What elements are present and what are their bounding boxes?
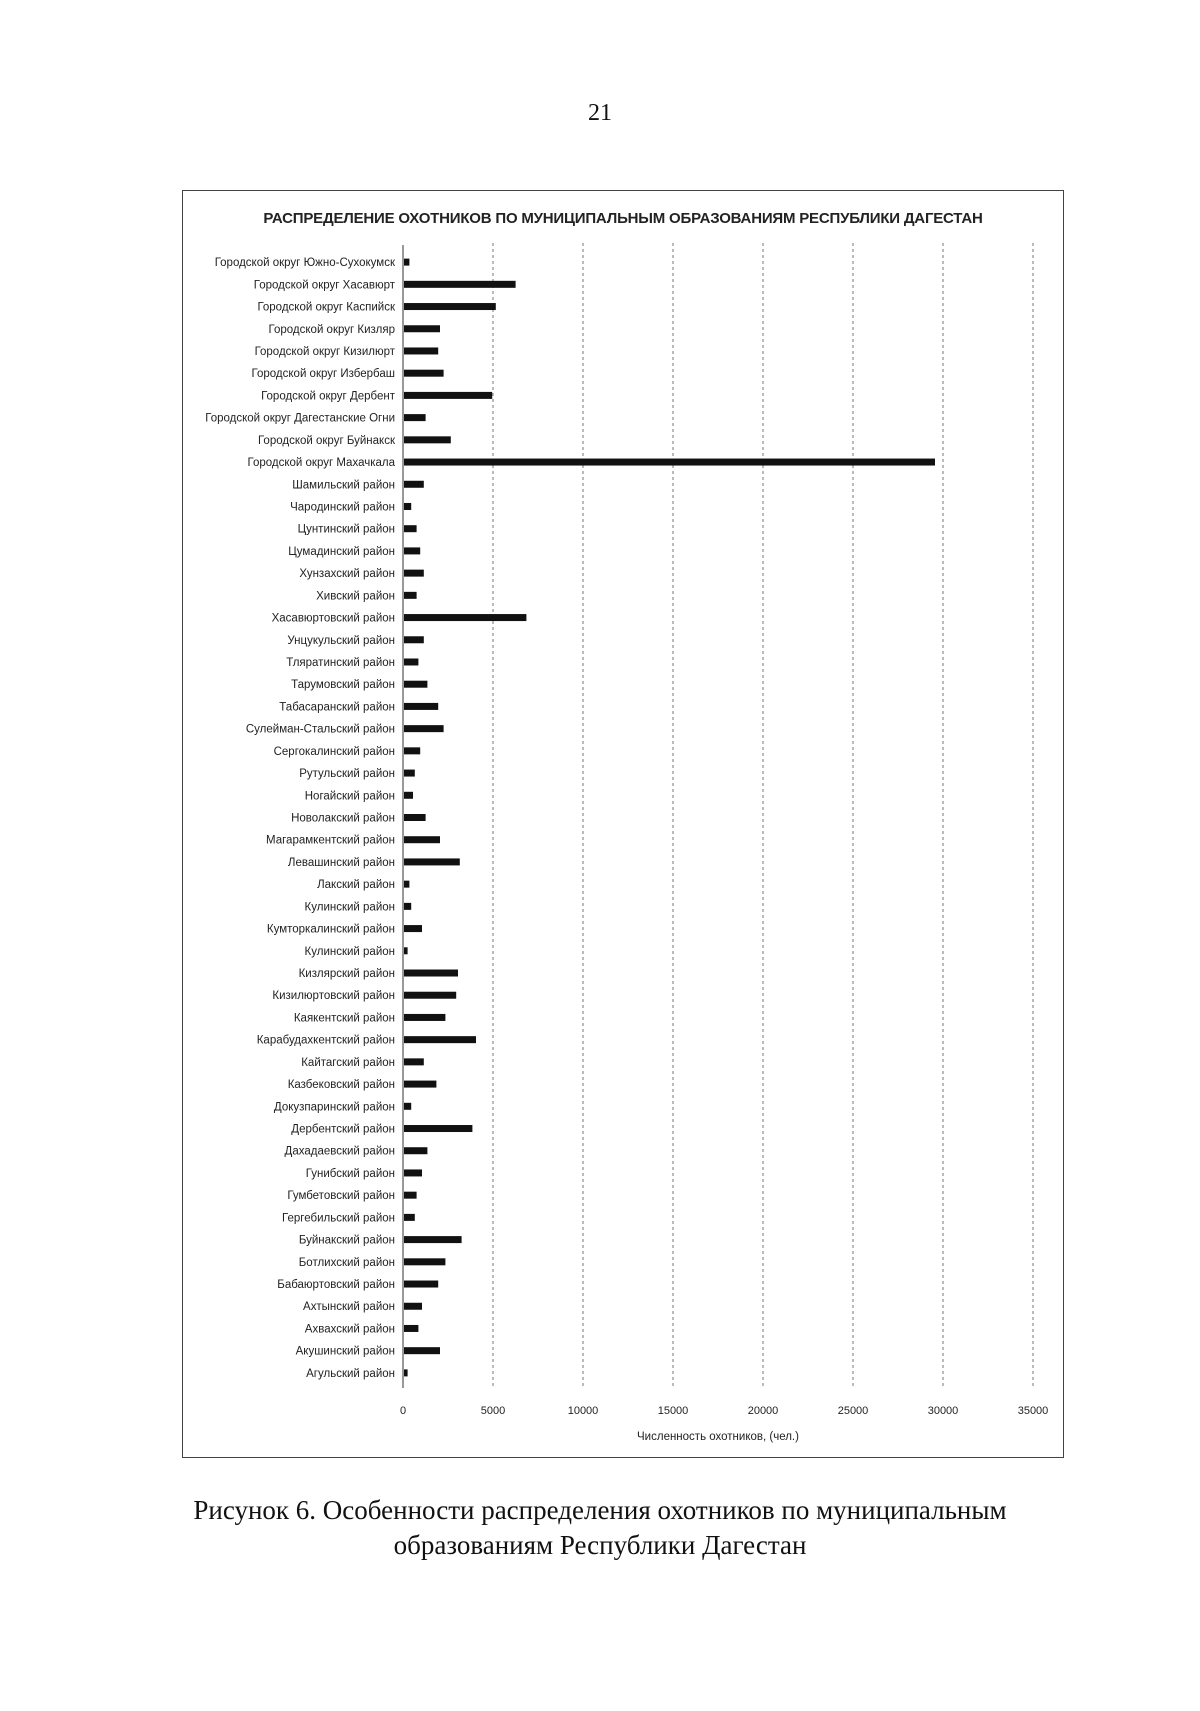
bar bbox=[404, 1369, 408, 1376]
bar bbox=[404, 1236, 462, 1243]
bar bbox=[404, 259, 409, 266]
bar bbox=[404, 1192, 417, 1199]
y-category-label: Кизлярский район bbox=[298, 968, 395, 981]
bar bbox=[404, 481, 424, 488]
bar bbox=[404, 1281, 438, 1288]
y-category-label: Цунтинский район bbox=[297, 523, 395, 536]
y-category-label: Городской округ Кизилюрт bbox=[254, 345, 395, 358]
y-category-label: Цумадинский район bbox=[288, 545, 395, 558]
figure-caption bbox=[0, 1493, 1200, 1563]
bar bbox=[404, 814, 426, 821]
bar bbox=[404, 770, 415, 777]
bar bbox=[404, 414, 426, 421]
y-category-label: Кулинский район bbox=[304, 901, 395, 914]
x-tick-label: 15000 bbox=[657, 1405, 689, 1417]
y-category-label: Магарамкентский район bbox=[266, 834, 395, 847]
bar bbox=[404, 436, 451, 443]
bar bbox=[404, 658, 418, 665]
y-category-label: Ахтынский район bbox=[303, 1301, 395, 1314]
y-category-label: Карабудахкентский район bbox=[256, 1034, 395, 1047]
y-category-label: Акушинский район bbox=[295, 1345, 395, 1358]
y-category-label: Городской округ Кизляр bbox=[268, 323, 395, 336]
bar bbox=[404, 681, 427, 688]
bar bbox=[404, 947, 408, 954]
bar bbox=[404, 1125, 472, 1132]
bar bbox=[404, 525, 417, 532]
page-number: 21 bbox=[588, 100, 612, 126]
bar bbox=[404, 1303, 422, 1310]
y-category-label: Сергокалинский район bbox=[273, 745, 395, 758]
y-category-label: Рутульский район bbox=[299, 768, 395, 781]
bar bbox=[404, 547, 420, 554]
bar bbox=[404, 703, 438, 710]
bar bbox=[404, 1014, 445, 1021]
x-tick-label: 30000 bbox=[927, 1405, 959, 1417]
bar bbox=[404, 347, 438, 354]
y-category-label: Городской округ Южно-Сухокумск bbox=[214, 257, 395, 270]
bar bbox=[404, 1036, 476, 1043]
y-category-label: Кизилюртовский район bbox=[272, 990, 395, 1003]
y-category-label: Докузпаринский район bbox=[273, 1101, 395, 1114]
bar bbox=[404, 303, 496, 310]
y-category-label: Бабаюртовский район bbox=[277, 1279, 395, 1292]
bar bbox=[404, 1258, 445, 1265]
bar bbox=[404, 392, 492, 399]
bar bbox=[404, 725, 444, 732]
bar-chart bbox=[183, 191, 1063, 1457]
bar bbox=[404, 1169, 422, 1176]
y-category-label: Городской округ Дагестанские Огни bbox=[205, 412, 395, 425]
bar bbox=[404, 925, 422, 932]
bar bbox=[404, 836, 440, 843]
x-axis-label: Численность охотников, (чел.) bbox=[637, 1431, 799, 1443]
bar bbox=[404, 503, 411, 510]
x-tick-label: 5000 bbox=[480, 1405, 506, 1417]
x-tick-label: 25000 bbox=[837, 1405, 869, 1417]
y-category-label: Хунзахский район bbox=[299, 568, 395, 581]
y-category-label: Буйнакский район bbox=[298, 1234, 395, 1247]
x-tick-label: 10000 bbox=[567, 1405, 599, 1417]
y-category-label: Шамильский район bbox=[292, 479, 395, 492]
bar bbox=[404, 281, 516, 288]
y-category-label: Сулейман-Стальский район bbox=[245, 723, 395, 736]
bar bbox=[404, 1325, 418, 1332]
caption-line-1: Рисунок 6. Особенности распределения охотников по муниципальным bbox=[193, 1495, 1007, 1525]
y-category-label: Ботлихский район bbox=[298, 1256, 395, 1269]
bar bbox=[404, 1214, 415, 1221]
y-category-label: Тарумовский район bbox=[291, 679, 395, 692]
y-category-label: Городской округ Каспийск bbox=[257, 301, 395, 314]
y-category-label: Каякентский район bbox=[293, 1012, 395, 1025]
y-category-label: Левашинский район bbox=[287, 856, 395, 869]
y-category-label: Городской округ Махачкала bbox=[247, 457, 395, 470]
x-tick-label: 0 bbox=[399, 1405, 407, 1417]
bar bbox=[404, 903, 411, 910]
y-category-label: Гунибский район bbox=[305, 1167, 395, 1180]
y-category-label: Дербентский район bbox=[291, 1123, 395, 1136]
caption-line-2: образованиям Республики Дагестан bbox=[393, 1530, 807, 1561]
bar bbox=[404, 592, 417, 599]
y-category-label: Казбековский район bbox=[287, 1079, 395, 1092]
x-tick-label: 20000 bbox=[747, 1405, 779, 1417]
x-tick-label: 35000 bbox=[1017, 1405, 1049, 1417]
y-category-label: Кумторкалинский район bbox=[266, 923, 395, 936]
bar bbox=[404, 1058, 424, 1065]
y-category-label: Хивский район bbox=[316, 590, 395, 603]
chart-frame bbox=[182, 190, 1064, 1458]
y-category-label: Городской округ Хасавюрт bbox=[253, 279, 395, 292]
y-category-label: Унцукульский район bbox=[287, 634, 395, 647]
bar bbox=[404, 747, 420, 754]
y-category-label: Чародинский район bbox=[290, 501, 395, 514]
bar bbox=[404, 1347, 440, 1354]
y-category-label: Городской округ Избербаш bbox=[251, 368, 395, 381]
bar bbox=[404, 370, 444, 377]
bar bbox=[404, 570, 424, 577]
bar bbox=[404, 858, 460, 865]
y-category-label: Новолакский район bbox=[291, 812, 395, 825]
y-category-label: Ахвахский район bbox=[304, 1323, 395, 1336]
bar bbox=[404, 1147, 427, 1154]
y-category-label: Гумбетовский район bbox=[287, 1190, 395, 1203]
y-category-label: Кайтагский район bbox=[301, 1056, 395, 1069]
y-category-label: Табасаранский район bbox=[279, 701, 395, 714]
y-category-label: Ногайский район bbox=[304, 790, 395, 803]
bar bbox=[404, 459, 935, 466]
bar bbox=[404, 970, 458, 977]
bar bbox=[404, 614, 526, 621]
y-category-label: Агульский район bbox=[306, 1367, 395, 1380]
bar bbox=[404, 881, 409, 888]
bar bbox=[404, 992, 456, 999]
y-category-label: Тляратинский район bbox=[286, 656, 395, 669]
bar bbox=[404, 1081, 436, 1088]
bar bbox=[404, 325, 440, 332]
y-category-label: Гергебильский район bbox=[282, 1212, 395, 1225]
bar bbox=[404, 636, 424, 643]
y-category-label: Городской округ Дербент bbox=[261, 390, 395, 403]
bar bbox=[404, 1103, 411, 1110]
bar bbox=[404, 792, 413, 799]
y-category-label: Дахадаевский район bbox=[284, 1145, 395, 1158]
chart-title: РАСПРЕДЕЛЕНИЕ ОХОТНИКОВ ПО МУНИЦИПАЛЬНЫМ ОБРАЗОВАНИЯМ РЕСПУБЛИКИ ДАГЕСТАН bbox=[263, 210, 983, 227]
y-category-label: Лакский район bbox=[317, 879, 395, 892]
y-category-label: Городской округ Буйнакск bbox=[257, 434, 395, 447]
y-category-label: Кулинский район bbox=[304, 945, 395, 958]
y-category-label: Хасавюртовский район bbox=[271, 612, 395, 625]
